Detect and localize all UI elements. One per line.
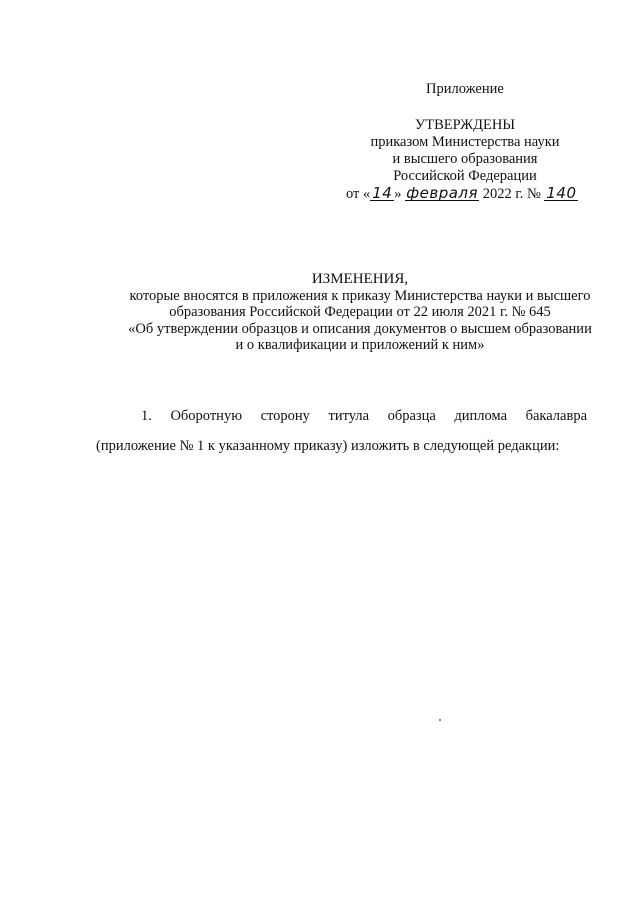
- approved-label: УТВЕРЖДЕНЫ: [414, 117, 516, 133]
- handwritten-month: февраля: [406, 184, 479, 202]
- item-1-paragraph: [96, 401, 587, 461]
- approver-line: приказом Министерства науки: [370, 134, 560, 150]
- word: Оборотную: [170, 408, 243, 424]
- word: сторону: [260, 408, 310, 424]
- title-line: которые вносятся в приложения к приказу Министерства науки и высшего: [129, 287, 591, 304]
- word: диплома: [454, 408, 508, 424]
- title-line: образования Российской Федерации от 22 июля 2021 г. № 645: [169, 304, 551, 320]
- word: образца: [387, 408, 436, 424]
- word: 1.: [141, 408, 152, 424]
- approval-block: [350, 117, 580, 185]
- title-heading: ИЗМЕНЕНИЯ,: [311, 271, 409, 287]
- title-line: «Об утверждении образцов и описания документов о высшем образовании: [128, 320, 592, 337]
- word: бакалавра: [525, 408, 587, 424]
- title-line: и о квалификации и приложений к ним»: [235, 337, 485, 353]
- scan-speck: [439, 719, 441, 721]
- handwritten-day: 14: [372, 184, 393, 202]
- document-title: [60, 271, 640, 354]
- handwritten-order-number: 140: [546, 184, 577, 202]
- word: титула: [328, 408, 370, 424]
- date-year: 2022 г. №: [482, 186, 541, 202]
- appendix-label: Приложение: [426, 81, 504, 97]
- date-mid: »: [394, 186, 402, 202]
- date-prefix: от «: [346, 186, 371, 202]
- order-date-line: [346, 186, 578, 203]
- paragraph-line-1: [96, 401, 587, 431]
- approver-line: и высшего образования: [392, 151, 538, 167]
- approver-line: Российской Федерации: [393, 168, 537, 184]
- paragraph-line-2: (приложение № 1 к указанному приказу) изложить в следующей редакции:: [96, 438, 560, 454]
